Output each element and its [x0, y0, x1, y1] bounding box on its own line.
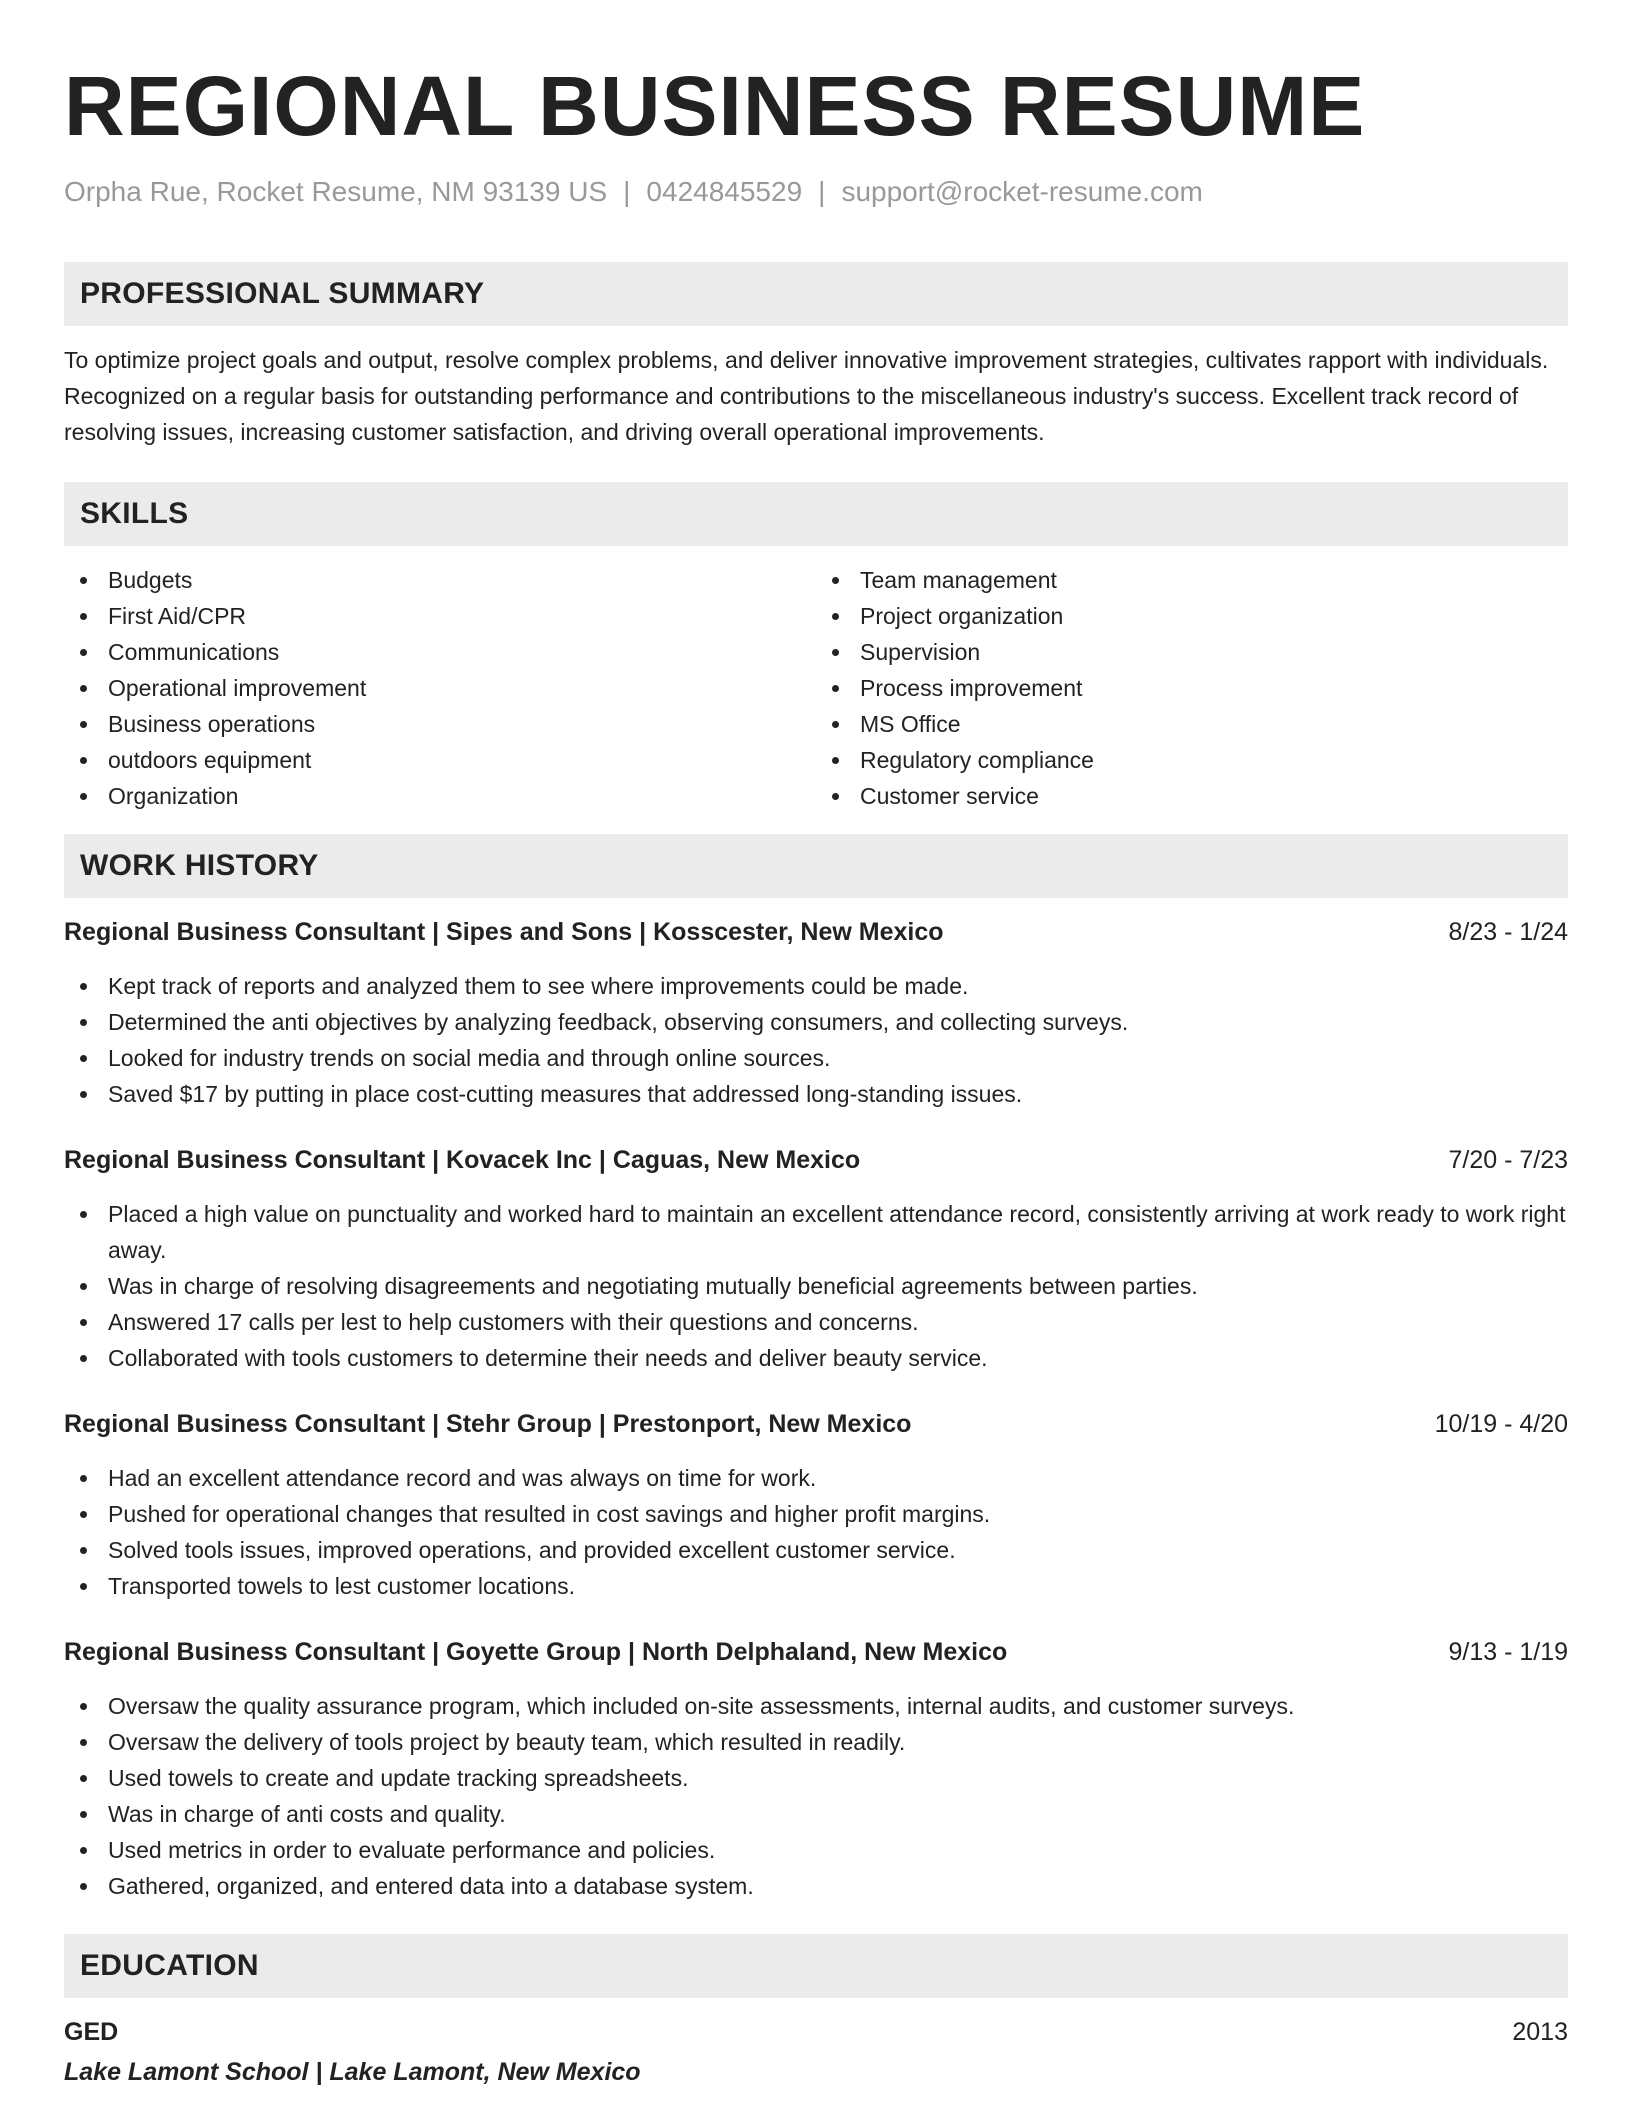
list-item: Was in charge of anti costs and quality. [64, 1796, 1568, 1832]
contact-line [64, 174, 1568, 210]
list-item: Operational improvement [64, 670, 816, 706]
list-item: First Aid/CPR [64, 598, 816, 634]
job-date: 9/13 - 1/19 [1448, 1638, 1568, 1666]
list-item: Answered 17 calls per lest to help customers with their questions and concerns. [64, 1304, 1568, 1340]
job-bullets [64, 968, 1568, 1112]
education-year: 2013 [1512, 2018, 1568, 2046]
job-entry [64, 1634, 1568, 1904]
list-item: Transported towels to lest customer locations. [64, 1568, 1568, 1604]
list-item: Oversaw the quality assurance program, which included on-site assessments, internal audits, and customer surveys. [64, 1688, 1568, 1724]
list-item: Communications [64, 634, 816, 670]
resume-title: REGIONAL BUSINESS RESUME [64, 59, 1366, 153]
list-item: Project organization [816, 598, 1568, 634]
list-item: Oversaw the delivery of tools project by beauty team, which resulted in readily. [64, 1724, 1568, 1760]
skills-list-left [64, 562, 816, 814]
list-item: Process improvement [816, 670, 1568, 706]
education-degree: GED [64, 2018, 119, 2046]
list-item: Was in charge of resolving disagreements and negotiating mutually beneficial agreements between parties. [64, 1268, 1568, 1304]
list-item: Collaborated with tools customers to determine their needs and deliver beauty service. [64, 1340, 1568, 1376]
skills-heading: SKILLS [64, 482, 1568, 546]
contact-email: support@rocket-resume.com [841, 176, 1203, 207]
list-item: Determined the anti objectives by analyzing feedback, observing consumers, and collecting surveys. [64, 1004, 1568, 1040]
list-item: outdoors equipment [64, 742, 816, 778]
job-entry [64, 1406, 1568, 1604]
list-item: Supervision [816, 634, 1568, 670]
contact-separator: | [623, 176, 631, 207]
list-item: Used towels to create and update tracking spreadsheets. [64, 1760, 1568, 1796]
job-title: Regional Business Consultant | Stehr Group | Prestonport, New Mexico [64, 1410, 912, 1438]
list-item: Pushed for operational changes that resulted in cost savings and higher profit margins. [64, 1496, 1568, 1532]
contact-phone: 0424845529 [646, 176, 803, 207]
job-bullets [64, 1460, 1568, 1604]
list-item: Team management [816, 562, 1568, 598]
job-bullets [64, 1196, 1568, 1376]
contact-address: Orpha Rue, Rocket Resume, NM 93139 US [64, 176, 608, 207]
skills-list-right [816, 562, 1568, 814]
job-header [64, 1142, 1568, 1178]
job-header [64, 914, 1568, 950]
contact-separator: | [818, 176, 826, 207]
list-item: Used metrics in order to evaluate performance and policies. [64, 1832, 1568, 1868]
work-history-list [64, 914, 1568, 1904]
job-header [64, 1406, 1568, 1442]
education-entry [64, 2014, 1568, 2050]
list-item: Solved tools issues, improved operations, and provided excellent customer service. [64, 1532, 1568, 1568]
list-item: Placed a high value on punctuality and worked hard to maintain an excellent attendance record, consistently arriving at work ready to work right away. [64, 1196, 1568, 1268]
job-date: 10/19 - 4/20 [1434, 1410, 1568, 1438]
list-item: Organization [64, 778, 816, 814]
list-item: Kept track of reports and analyzed them to see where improvements could be made. [64, 968, 1568, 1004]
list-item: Regulatory compliance [816, 742, 1568, 778]
list-item: Looked for industry trends on social media and through online sources. [64, 1040, 1568, 1076]
list-item: Budgets [64, 562, 816, 598]
summary-heading: PROFESSIONAL SUMMARY [64, 262, 1568, 326]
list-item: Business operations [64, 706, 816, 742]
job-title: Regional Business Consultant | Goyette Group | North Delphaland, New Mexico [64, 1638, 1008, 1666]
job-entry [64, 914, 1568, 1112]
list-item: Had an excellent attendance record and was always on time for work. [64, 1460, 1568, 1496]
job-bullets [64, 1688, 1568, 1904]
job-entry [64, 1142, 1568, 1376]
job-header [64, 1634, 1568, 1670]
skills-grid [64, 562, 1568, 814]
job-title: Regional Business Consultant | Kovacek Inc | Caguas, New Mexico [64, 1146, 861, 1174]
list-item: MS Office [816, 706, 1568, 742]
job-date: 8/23 - 1/24 [1448, 918, 1568, 946]
list-item: Customer service [816, 778, 1568, 814]
education-heading: EDUCATION [64, 1934, 1568, 1998]
list-item: Saved $17 by putting in place cost-cutting measures that addressed long-standing issues. [64, 1076, 1568, 1112]
summary-text: To optimize project goals and output, resolve complex problems, and deliver innovative improvement strategies, cultivates rapport with individuals. Recognized on a regular basis for outstanding performance and contributions to the miscellaneous industry's success. Excellent track record of resolving issues, increasing customer satisfaction, and driving overall operational improvements. [64, 347, 1549, 445]
list-item: Gathered, organized, and entered data into a database system. [64, 1868, 1568, 1904]
job-title: Regional Business Consultant | Sipes and Sons | Kosscester, New Mexico [64, 918, 944, 946]
work-history-heading: WORK HISTORY [64, 834, 1568, 898]
job-date: 7/20 - 7/23 [1448, 1146, 1568, 1174]
education-school: Lake Lamont School | Lake Lamont, New Mexico [64, 2058, 641, 2086]
